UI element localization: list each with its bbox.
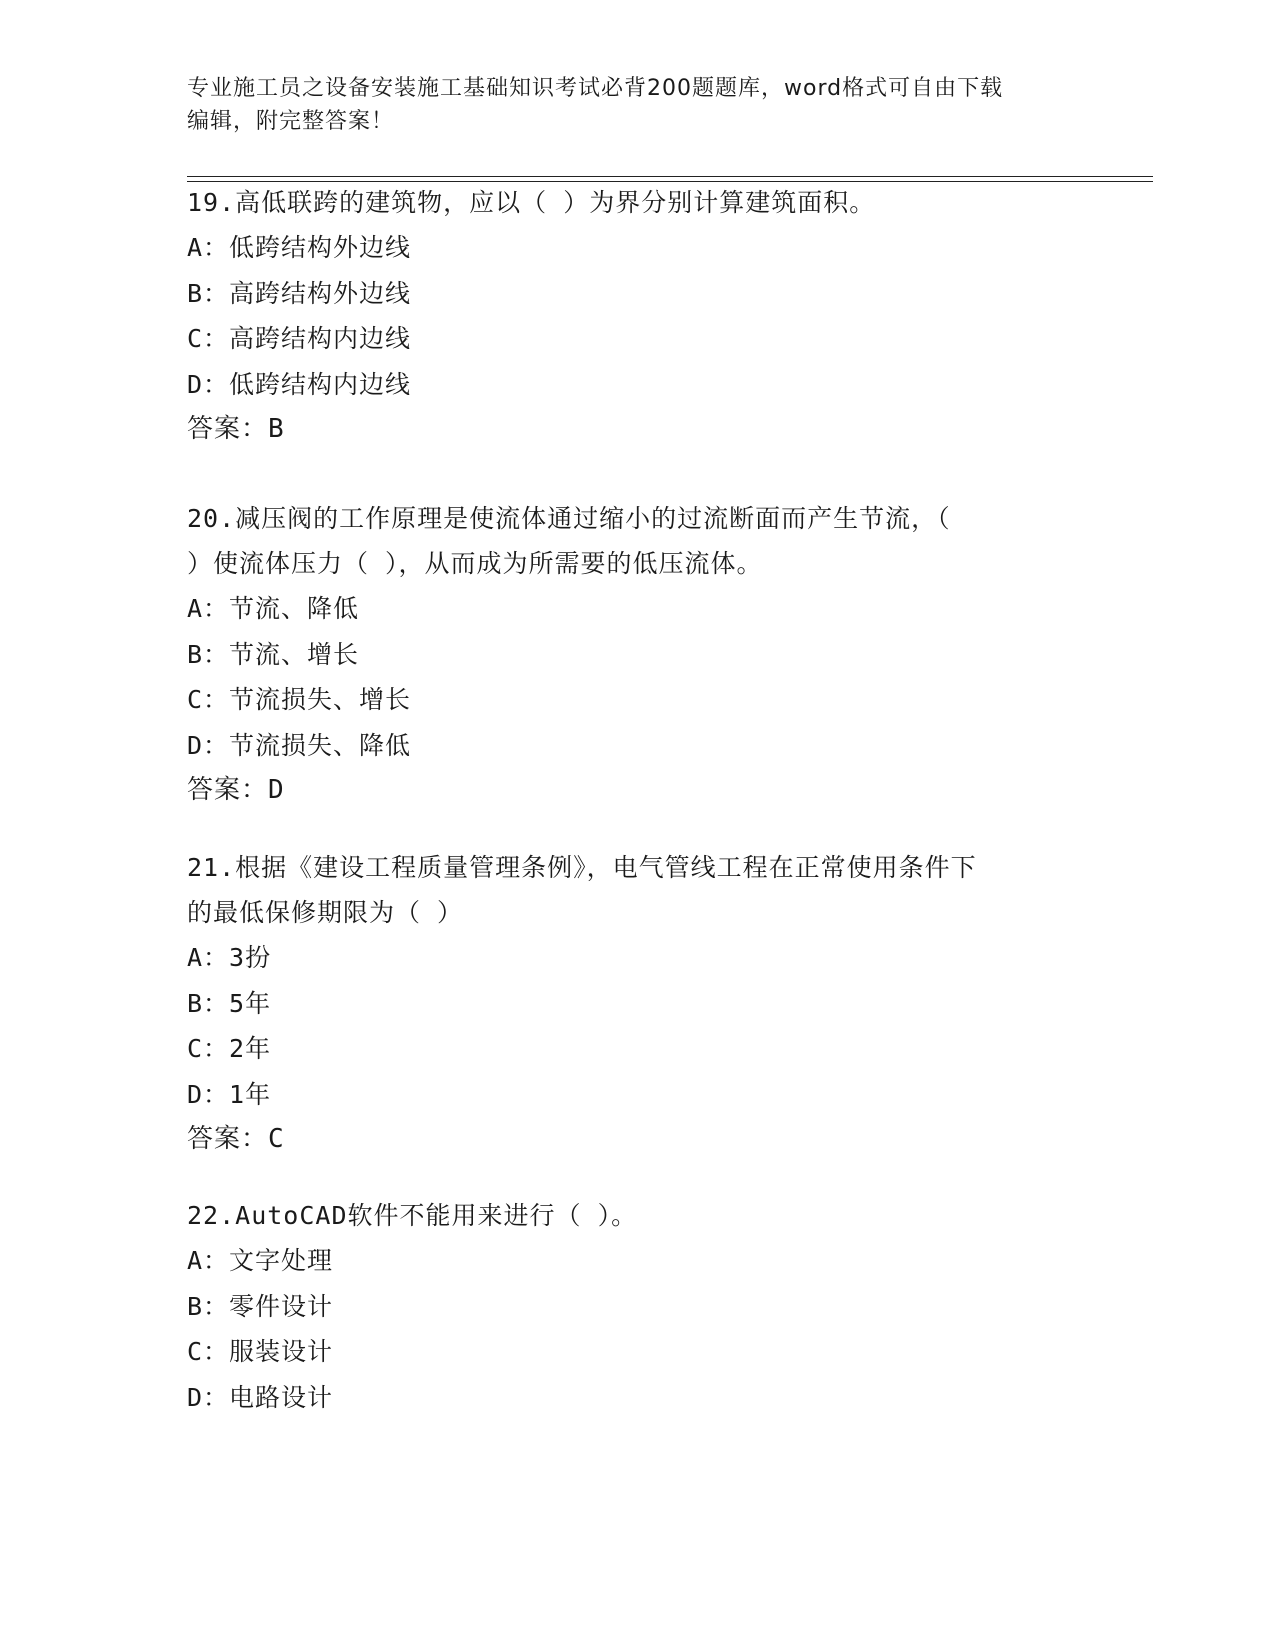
stem-line: 22.AutoCAD软件不能用来进行（ ）。 — [187, 1201, 638, 1230]
answer-value: B — [268, 414, 285, 444]
option-d: D：电路设计 — [187, 1382, 334, 1412]
option-d: D：低跨结构内边线 — [187, 369, 412, 399]
stem-line: 19.高低联跨的建筑物，应以（ ）为界分别计算建筑面积。 — [187, 188, 876, 217]
option-a: A：3扮 — [187, 943, 272, 972]
answer-value: D — [268, 775, 285, 805]
option-c: C：2年 — [187, 1034, 272, 1063]
answer-line — [187, 768, 1087, 813]
answer-label: 答案： — [187, 1124, 269, 1154]
option-d: D：节流损失、降低 — [187, 730, 412, 760]
option-c: C：高跨结构内边线 — [187, 324, 412, 353]
header-rule-top — [187, 176, 1153, 177]
answer-label: 答案： — [187, 775, 269, 805]
option-b: B：零件设计 — [187, 1291, 334, 1321]
question-19 — [187, 180, 1087, 452]
option-c: C：节流损失、增长 — [187, 685, 412, 714]
document-header — [187, 72, 1077, 138]
option-d: D：1年 — [187, 1079, 272, 1109]
question-stem — [187, 180, 1087, 225]
question-22 — [187, 1193, 1087, 1420]
header-line-2: 编辑，附完整答案！ — [187, 109, 395, 134]
stem-line: ）使流体压力（ ），从而成为所需要的低压流体。 — [187, 549, 763, 578]
stem-line: 20.减压阀的工作原理是使流体通过缩小的过流断面而产生节流，（ — [187, 504, 951, 533]
option-b: B：5年 — [187, 988, 272, 1018]
option-a: A：节流、降低 — [187, 594, 360, 623]
question-21 — [187, 845, 1087, 1162]
question-stem — [187, 496, 1087, 586]
question-stem — [187, 1193, 1087, 1238]
option-a: A：文字处理 — [187, 1246, 334, 1275]
question-stem — [187, 845, 1087, 935]
answer-line — [187, 407, 1087, 452]
answer-line — [187, 1117, 1087, 1162]
header-line-1: 专业施工员之设备安装施工基础知识考试必背200题题库，word格式可自由下载 — [187, 76, 1004, 101]
stem-line: 21.根据《建设工程质量管理条例》，电气管线工程在正常使用条件下 — [187, 853, 977, 882]
option-a: A：低跨结构外边线 — [187, 233, 412, 262]
answer-value: C — [268, 1124, 285, 1154]
question-20 — [187, 496, 1087, 813]
option-b: B：节流、增长 — [187, 639, 360, 669]
stem-line: 的最低保修期限为（ ） — [187, 898, 464, 927]
answer-label: 答案： — [187, 414, 269, 444]
option-c: C：服装设计 — [187, 1337, 334, 1366]
option-b: B：高跨结构外边线 — [187, 278, 412, 308]
